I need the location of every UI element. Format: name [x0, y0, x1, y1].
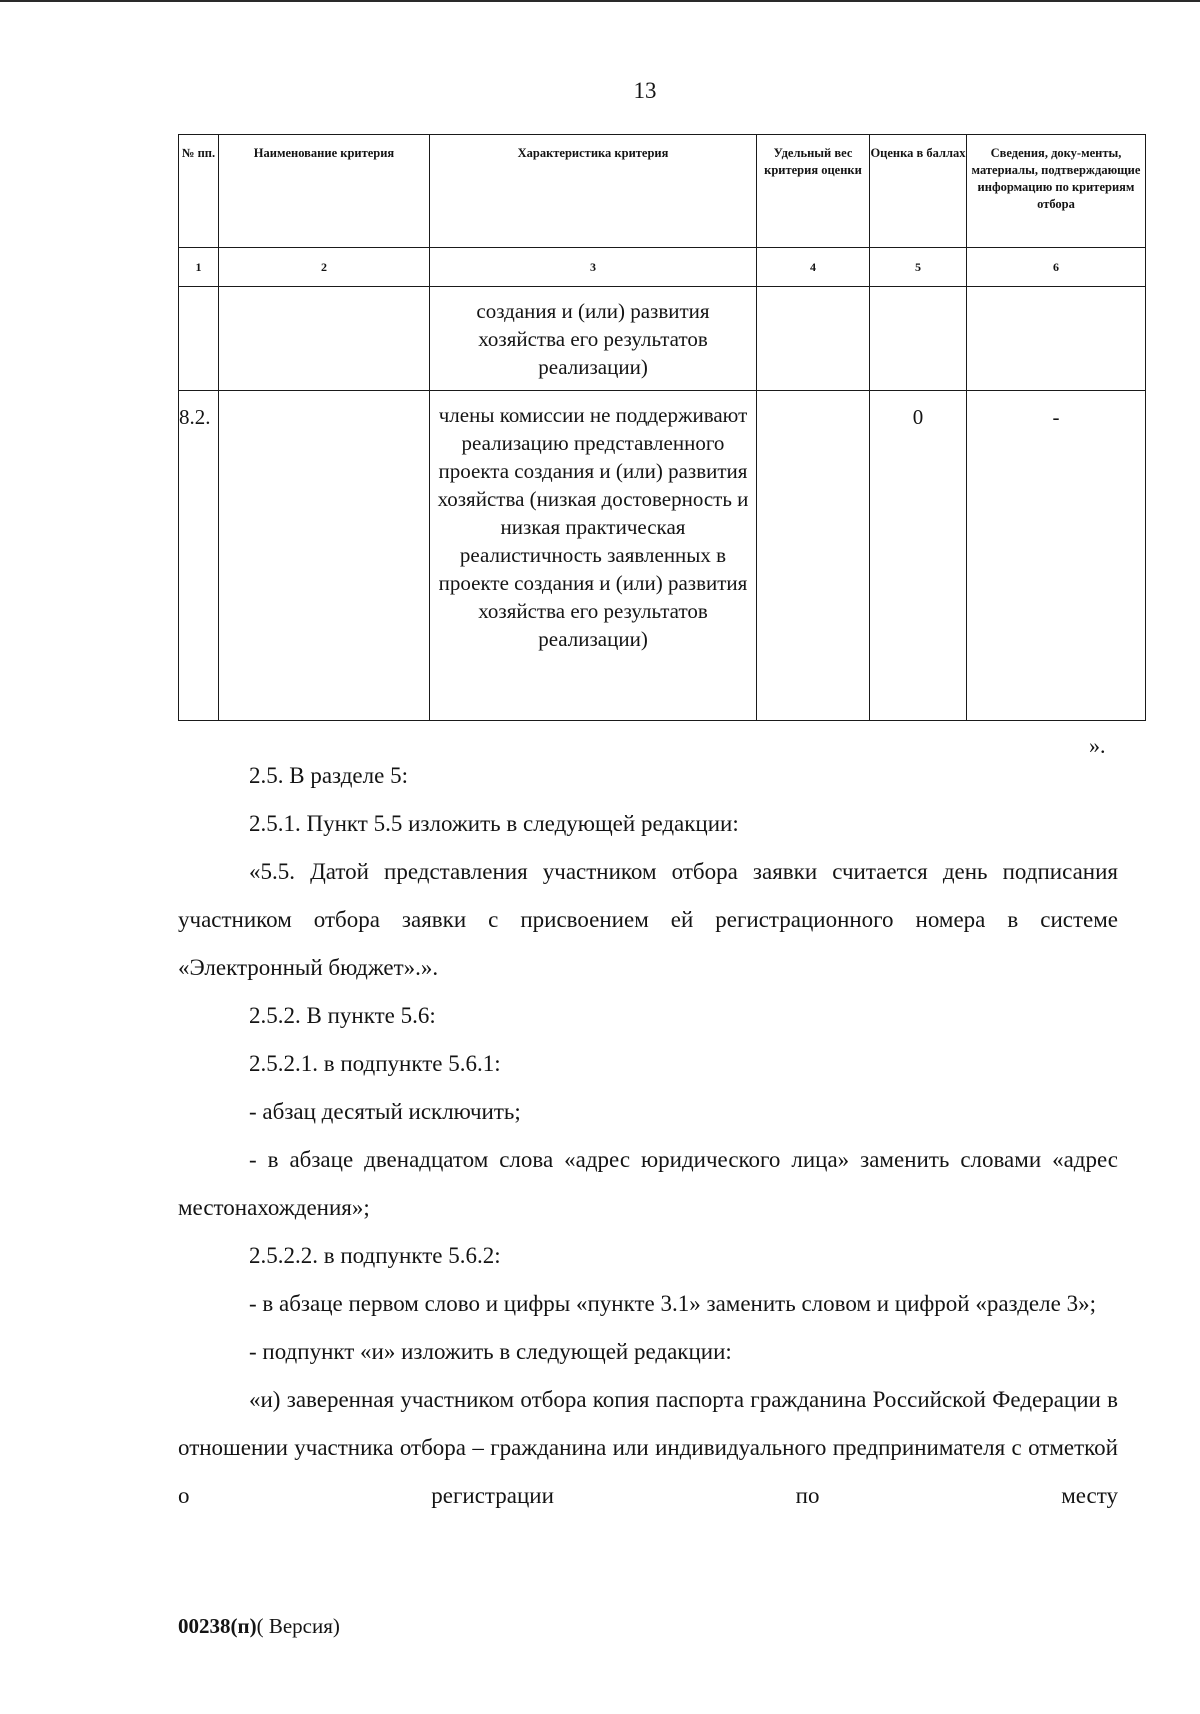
header-num: № пп.: [179, 135, 219, 248]
index-cell: 4: [757, 248, 870, 287]
header-score: Оценка в баллах: [870, 135, 967, 248]
index-cell: 3: [430, 248, 757, 287]
header-characteristic: Характеристика критерия: [430, 135, 757, 248]
row-name: [219, 391, 430, 721]
index-cell: 1: [179, 248, 219, 287]
row-num: 8.2.: [179, 391, 219, 721]
document-code: 00238(п): [178, 1614, 257, 1638]
paragraph: - абзац десятый исключить;: [249, 1099, 521, 1124]
paragraph: - подпункт «и» изложить в следующей редакции:: [249, 1339, 732, 1364]
index-cell: 5: [870, 248, 967, 287]
paragraph: - в абзаце первом слово и цифры «пункте 3.1» заменить словом и цифрой «разделе 3»;: [249, 1291, 1096, 1316]
row-characteristic: члены комиссии не поддерживают реализацию представленного проекта создания и (или) развития хозяйства (низкая достоверность и низкая практическая реалистичность заявленных в проекте создания и (или) развития хозяйства его результатов реализации): [430, 391, 757, 721]
paragraph: «и) заверенная участником отбора копия паспорта гражданина Российской Федерации в отношении участника отбора – гражданина или индивидуального предпринимателя с отметкой о регистрации по месту: [178, 1387, 1118, 1508]
paragraph: 2.5.2.2. в подпункте 5.6.2:: [249, 1243, 501, 1268]
index-cell: 6: [967, 248, 1146, 287]
top-rule: [0, 0, 1200, 2]
table-index-row: [179, 248, 1146, 287]
index-cell: 2: [219, 248, 430, 287]
page-number: 13: [633, 78, 657, 103]
table-row: [179, 287, 1146, 391]
row-characteristic: создания и (или) развития хозяйства его результатов реализации): [430, 287, 757, 391]
row-num: [179, 287, 219, 391]
table-closing-quote: ».: [1089, 733, 1106, 758]
row-name: [219, 287, 430, 391]
document-version: ( Версия): [256, 1614, 340, 1638]
header-name: Наименование критерия: [219, 135, 430, 248]
paragraph: 2.5.2. В пункте 5.6:: [249, 1003, 436, 1028]
header-weight: Удельный вес критерия оценки: [757, 135, 870, 248]
body-text: [178, 752, 1118, 1520]
table-header-row: [179, 135, 1146, 248]
paragraph: «5.5. Датой представления участником отбора заявки считается день подписания участником отбора заявки с присвоением ей регистрационного номера в системе «Электронный бюджет».».: [178, 859, 1118, 980]
paragraph: 2.5. В разделе 5:: [249, 763, 408, 788]
row-docs: [967, 287, 1146, 391]
row-weight: [757, 287, 870, 391]
paragraph: - в абзаце двенадцатом слова «адрес юридического лица» заменить словами «адрес местонахождения»;: [178, 1147, 1118, 1220]
paragraph: 2.5.2.1. в подпункте 5.6.1:: [249, 1051, 501, 1076]
row-score: [870, 287, 967, 391]
header-docs: Сведения, доку-менты, материалы, подтверждающие информацию по критериям отбора: [967, 135, 1146, 248]
row-weight: [757, 391, 870, 721]
row-docs: -: [967, 391, 1146, 721]
criteria-table: [178, 134, 1146, 721]
document-footer: [178, 1614, 340, 1639]
paragraph: 2.5.1. Пункт 5.5 изложить в следующей редакции:: [249, 811, 739, 836]
table-row: [179, 391, 1146, 721]
row-score: 0: [870, 391, 967, 721]
